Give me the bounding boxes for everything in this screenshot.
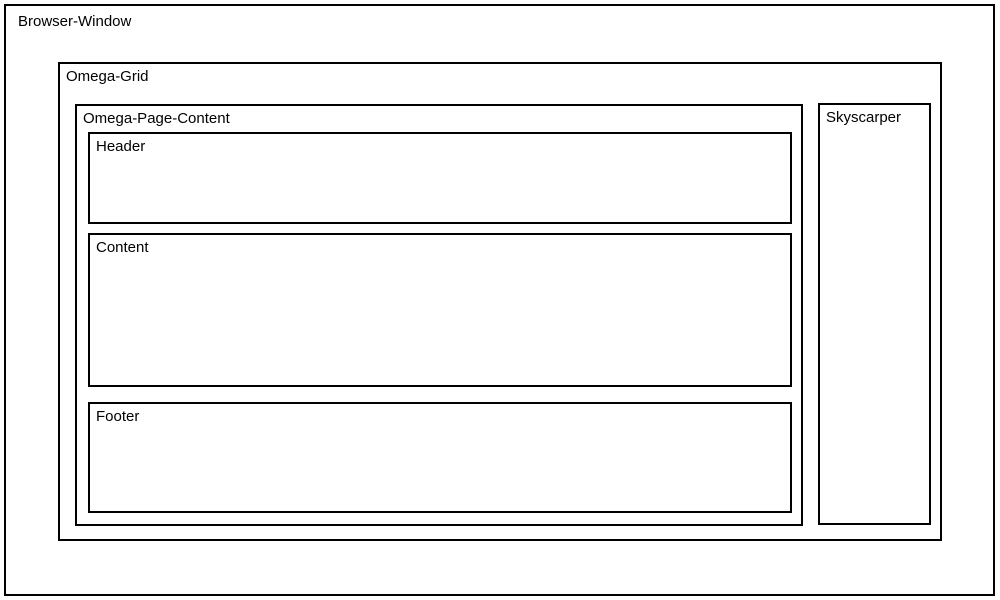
skyscarper-box (818, 103, 931, 525)
footer-box (88, 402, 792, 513)
header-box (88, 132, 792, 224)
header-label: Header (96, 138, 146, 155)
skyscarper-label: Skyscarper (826, 109, 902, 126)
omega-grid-box (58, 62, 942, 541)
omega-page-content-box (75, 104, 803, 526)
browser-window-box (4, 4, 995, 596)
content-box (88, 233, 792, 387)
omega-grid-label: Omega-Grid (66, 68, 149, 85)
omega-page-content-label: Omega-Page-Content (83, 110, 230, 127)
browser-window-label: Browser-Window (18, 13, 132, 30)
footer-label: Footer (96, 408, 140, 425)
content-label: Content (96, 239, 149, 256)
